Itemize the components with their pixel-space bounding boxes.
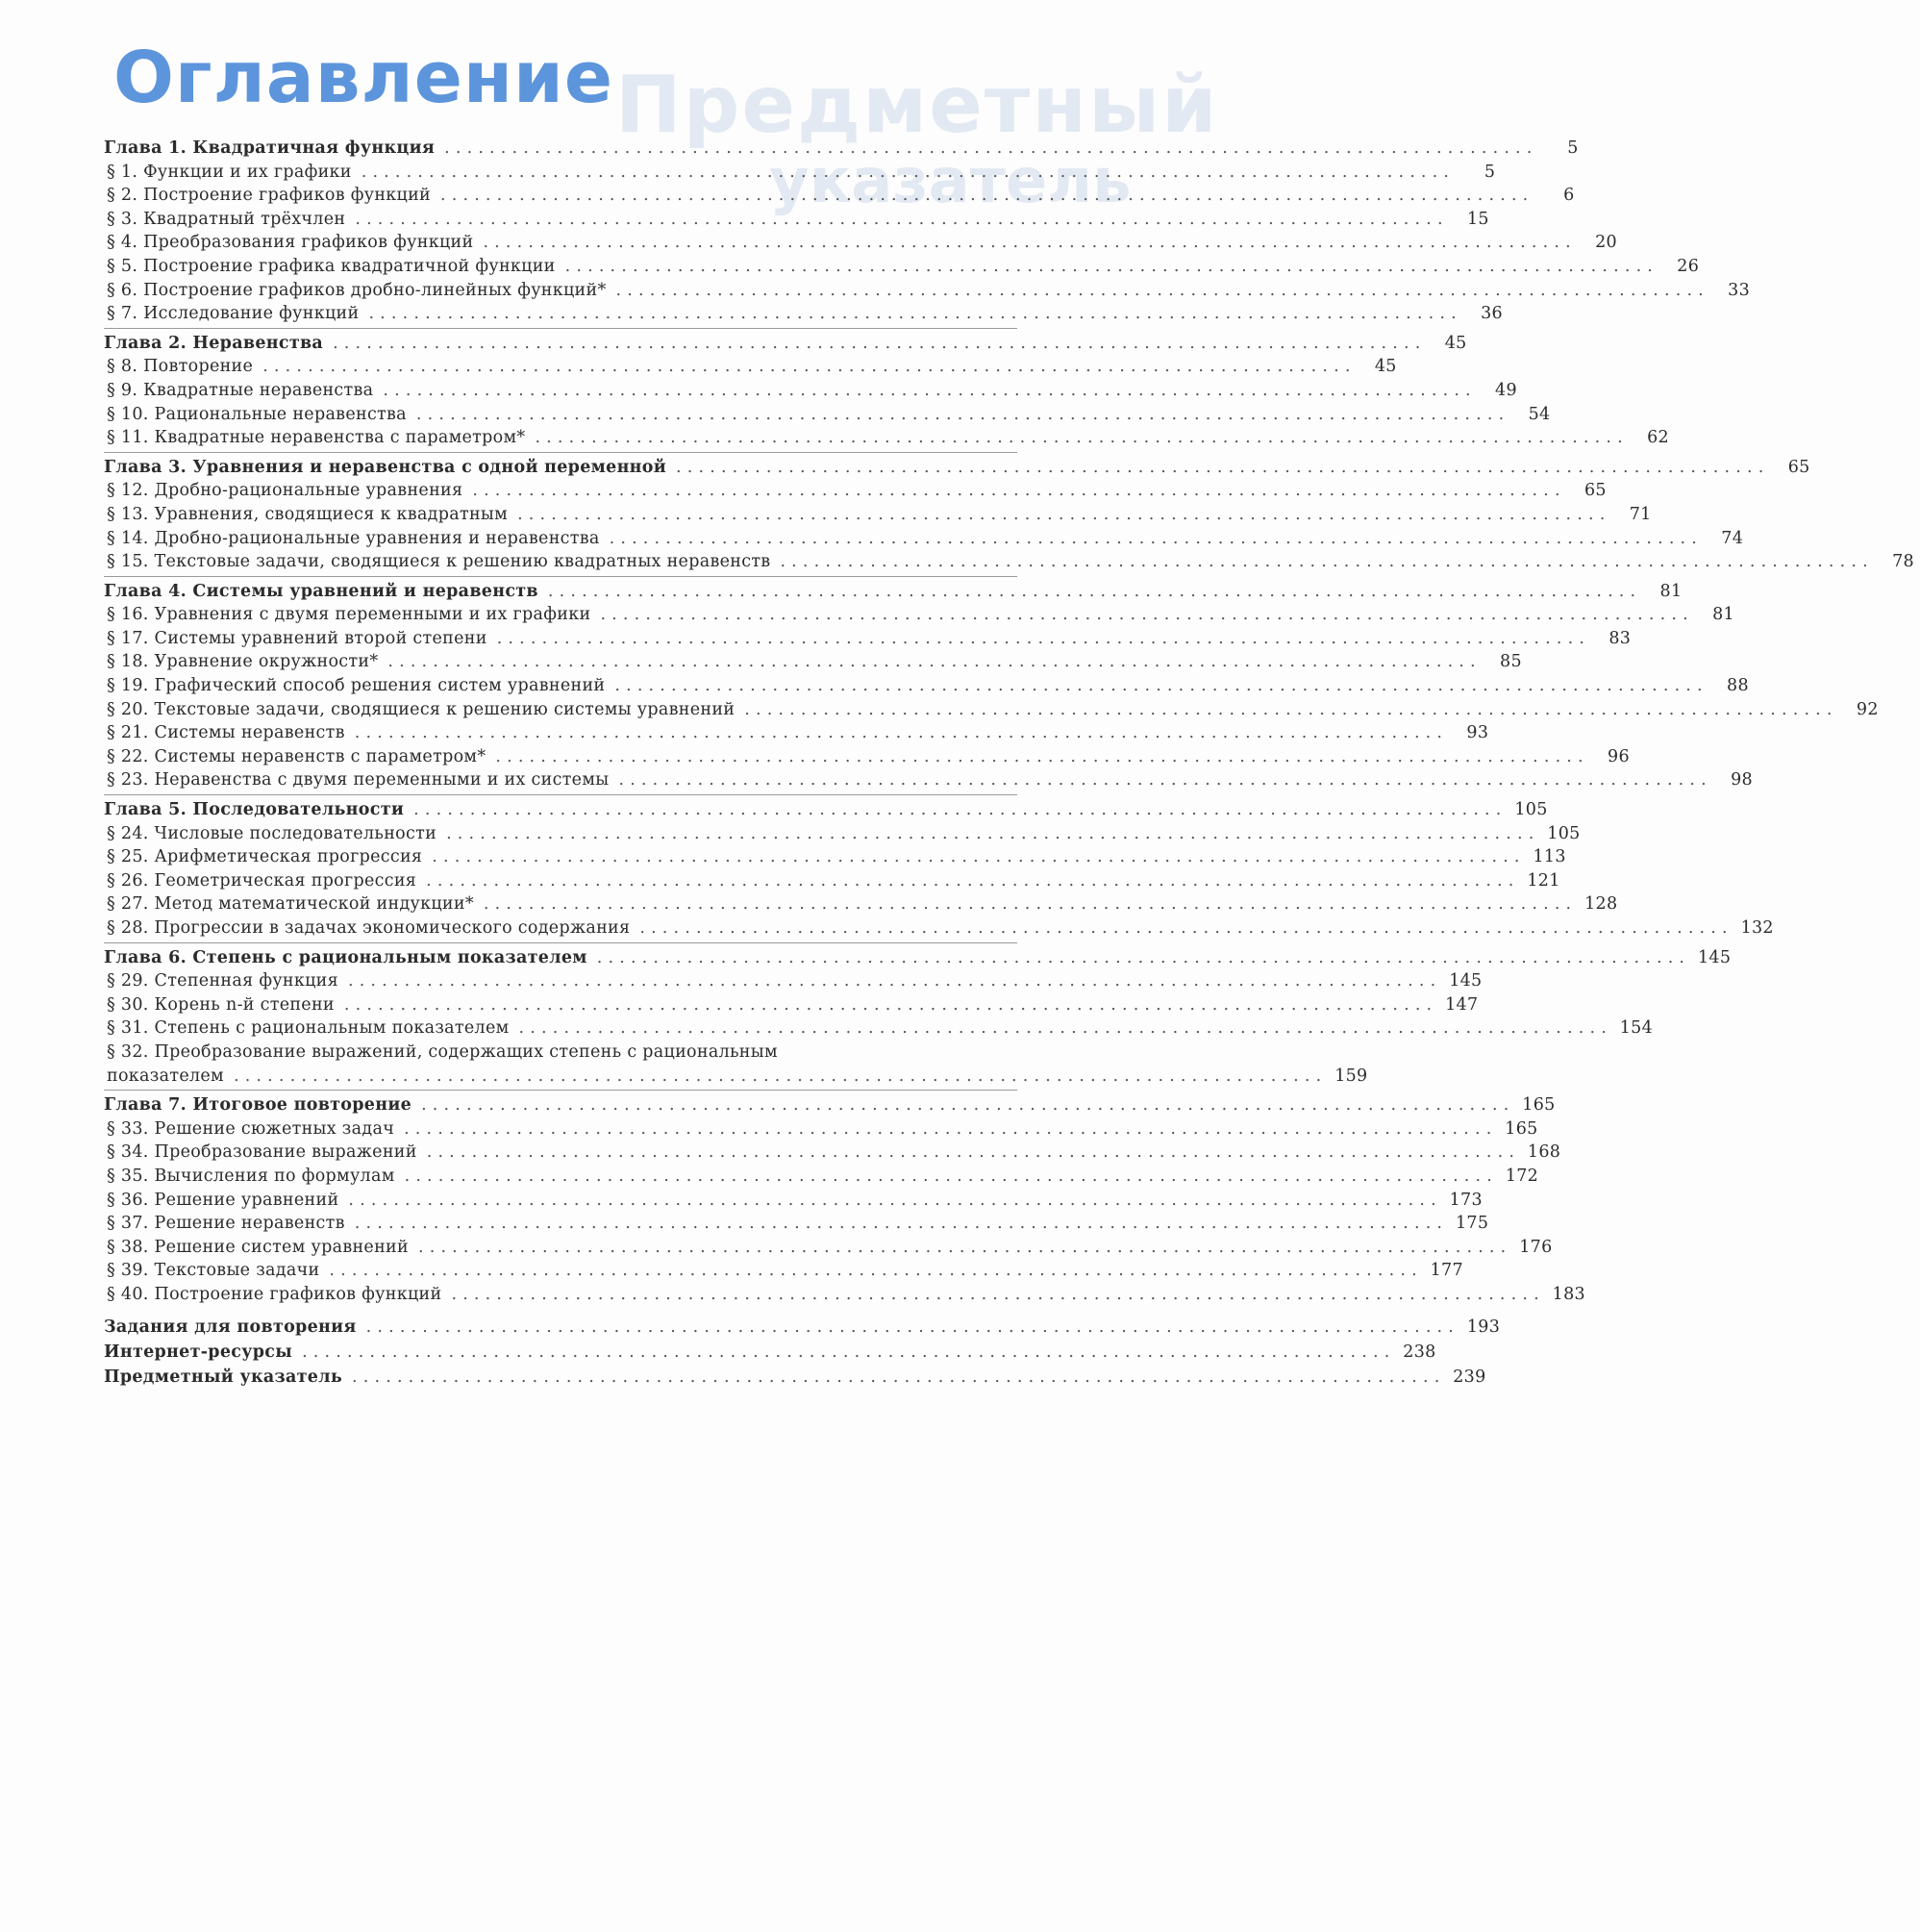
page-number: 193 bbox=[1466, 1317, 1501, 1337]
page-number: 5 bbox=[1484, 162, 1496, 182]
section-title: § 36. Решение уравнений bbox=[107, 1190, 339, 1210]
toc-section-2[interactable] bbox=[104, 184, 1575, 208]
page-number: 165 bbox=[1522, 1095, 1556, 1116]
section-title: § 19. Графический способ решения систем уравнений bbox=[107, 676, 606, 696]
toc-section-27[interactable] bbox=[104, 892, 1618, 916]
toc-section-9[interactable] bbox=[104, 379, 1517, 403]
page-number: 49 bbox=[1495, 380, 1517, 400]
section-title: § 2. Построение графиков функций bbox=[107, 186, 432, 206]
page-number: 113 bbox=[1533, 847, 1566, 867]
page-number: 128 bbox=[1584, 894, 1618, 915]
section-title: § 4. Преобразования графиков функций bbox=[107, 233, 474, 253]
toc-chapter-1[interactable] bbox=[104, 137, 1579, 161]
page-number: 81 bbox=[1659, 581, 1683, 601]
page-number: 20 bbox=[1595, 233, 1617, 253]
toc-section-12[interactable] bbox=[104, 479, 1607, 503]
toc-chapter-3[interactable] bbox=[104, 456, 1810, 480]
section-title: § 20. Текстовые задачи, сводящиеся к решению системы уравнений bbox=[107, 699, 736, 719]
chapter-title: Глава 6. Степень с рациональным показателем bbox=[104, 947, 587, 967]
section-title: § 16. Уравнения с двумя переменными и их графики bbox=[107, 605, 591, 625]
toc-section-19[interactable] bbox=[104, 674, 1749, 698]
section-title: § 22. Системы неравенств с параметром* bbox=[107, 746, 486, 766]
toc-chapter-2[interactable] bbox=[104, 332, 1467, 356]
bleed-through-text: указатель bbox=[769, 146, 1132, 217]
page-number: 62 bbox=[1647, 428, 1669, 448]
toc-section-5[interactable] bbox=[104, 255, 1700, 279]
section-title: § 33. Решение сюжетных задач bbox=[107, 1118, 395, 1139]
page-number: 132 bbox=[1740, 918, 1774, 938]
toc-section-7[interactable] bbox=[104, 302, 1503, 326]
toc-section-1[interactable] bbox=[104, 161, 1496, 185]
section-title: § 28. Прогрессии в задачах экономического содержания bbox=[107, 918, 631, 938]
page-number: 33 bbox=[1728, 280, 1751, 300]
page-number: 5 bbox=[1567, 138, 1579, 158]
toc-section-22[interactable] bbox=[104, 745, 1630, 769]
toc-section-11[interactable] bbox=[104, 426, 1669, 450]
toc-section-28[interactable] bbox=[104, 916, 1774, 941]
chapter-divider bbox=[104, 576, 1017, 577]
toc-section-4[interactable] bbox=[104, 231, 1617, 255]
chapter-title: Глава 1. Квадратичная функция bbox=[104, 138, 436, 158]
chapter-divider bbox=[104, 942, 1017, 943]
page-number: 183 bbox=[1552, 1284, 1585, 1304]
section-title: § 30. Корень n-й степени bbox=[107, 994, 335, 1015]
toc-section-6[interactable] bbox=[104, 279, 1751, 303]
toc-extra-subject-index[interactable] bbox=[104, 1365, 1486, 1390]
section-title: § 32. Преобразование выражений, содержащих степень с рациональным bbox=[107, 1041, 778, 1062]
page-number: 96 bbox=[1608, 746, 1630, 766]
page-number: 154 bbox=[1619, 1018, 1654, 1039]
section-title: § 17. Системы уравнений второй степени bbox=[107, 628, 487, 648]
section-title: § 39. Текстовые задачи bbox=[107, 1261, 320, 1281]
page-number: 147 bbox=[1445, 994, 1479, 1015]
section-title: § 1. Функции и их графики bbox=[107, 162, 352, 182]
section-title: § 12. Дробно-рациональные уравнения bbox=[107, 481, 463, 501]
page-number: 177 bbox=[1430, 1261, 1463, 1281]
toc-section-17[interactable] bbox=[104, 627, 1632, 651]
page-number: 145 bbox=[1449, 971, 1483, 991]
toc-chapter-6[interactable] bbox=[104, 946, 1732, 970]
toc-chapter-7[interactable] bbox=[104, 1093, 1556, 1117]
page-number: 36 bbox=[1481, 304, 1503, 324]
chapter-title: Глава 5. Последовательности bbox=[104, 800, 405, 820]
page-number: 45 bbox=[1444, 333, 1467, 353]
toc-section-3[interactable] bbox=[104, 208, 1489, 232]
section-title: § 27. Метод математической индукции* bbox=[107, 894, 474, 915]
chapter-title: Глава 4. Системы уравнений и неравенств bbox=[104, 581, 538, 601]
page-number: 92 bbox=[1856, 699, 1879, 719]
section-title: § 6. Построение графиков дробно-линейных функций* bbox=[107, 280, 607, 300]
section-title-continuation: показателем bbox=[107, 1066, 224, 1086]
page-number: 88 bbox=[1727, 676, 1749, 696]
page-number: 145 bbox=[1697, 947, 1732, 967]
section-title: § 5. Построение графика квадратичной функции bbox=[107, 256, 556, 276]
toc-section-8[interactable] bbox=[104, 355, 1397, 379]
toc-section-21[interactable] bbox=[104, 721, 1489, 745]
section-title: § 9. Квадратные неравенства bbox=[107, 380, 374, 400]
page-number: 93 bbox=[1466, 723, 1489, 743]
toc-section-30[interactable] bbox=[104, 993, 1479, 1017]
page-number: 45 bbox=[1374, 357, 1397, 377]
section-title: § 18. Уравнение окружности* bbox=[107, 652, 379, 672]
section-title: § 7. Исследование функций bbox=[107, 304, 360, 324]
toc-section-31[interactable] bbox=[104, 1016, 1654, 1041]
page-number: 74 bbox=[1721, 528, 1744, 548]
toc-section-29[interactable] bbox=[104, 969, 1483, 993]
page-number: 71 bbox=[1629, 504, 1652, 524]
page-number: 176 bbox=[1519, 1237, 1553, 1257]
toc-section-32-line1[interactable] bbox=[104, 1041, 1017, 1065]
toc-section-23[interactable] bbox=[104, 768, 1753, 792]
toc-section-14[interactable] bbox=[104, 527, 1744, 551]
page-number: 81 bbox=[1712, 605, 1734, 625]
toc-section-25[interactable] bbox=[104, 845, 1566, 869]
section-title: § 11. Квадратные неравенства с параметром* bbox=[107, 428, 526, 448]
section-title: § 13. Уравнения, сводящиеся к квадратным bbox=[107, 504, 509, 524]
chapter-title: Глава 2. Неравенства bbox=[104, 333, 324, 353]
page-number: 121 bbox=[1527, 870, 1560, 891]
section-title: § 38. Решение систем уравнений bbox=[107, 1237, 409, 1257]
chapter-divider bbox=[104, 794, 1017, 795]
section-title: § 37. Решение неравенств bbox=[107, 1214, 345, 1234]
toc-section-26[interactable] bbox=[104, 869, 1560, 893]
section-title: § 31. Степень с рациональным показателем bbox=[107, 1018, 510, 1039]
section-title: § 25. Арифметическая прогрессия bbox=[107, 847, 423, 867]
chapter-divider bbox=[104, 452, 1017, 453]
page-number: 65 bbox=[1583, 481, 1607, 501]
section-title: § 14. Дробно-рациональные уравнения и неравенства bbox=[107, 528, 600, 548]
toc-section-38[interactable] bbox=[104, 1236, 1553, 1260]
table-of-contents bbox=[104, 137, 1914, 1390]
toc-section-16[interactable] bbox=[104, 603, 1734, 627]
toc-section-10[interactable] bbox=[104, 403, 1551, 427]
toc-section-15[interactable] bbox=[104, 550, 1914, 574]
page-number: 173 bbox=[1449, 1190, 1483, 1210]
page-number: 6 bbox=[1563, 186, 1575, 206]
extra-title: Задания для повторения bbox=[104, 1317, 357, 1337]
section-title: § 24. Числовые последовательности bbox=[107, 823, 437, 843]
page-number: 239 bbox=[1453, 1367, 1486, 1387]
page-number: 172 bbox=[1505, 1166, 1539, 1186]
page-number: 175 bbox=[1455, 1214, 1489, 1234]
toc-section-35[interactable] bbox=[104, 1165, 1539, 1189]
chapter-divider bbox=[104, 1090, 1017, 1091]
extra-title: Предметный указатель bbox=[104, 1367, 343, 1387]
section-title: § 23. Неравенства с двумя переменными и их системы bbox=[107, 770, 610, 790]
page-number: 168 bbox=[1527, 1142, 1561, 1163]
chapter-divider bbox=[104, 328, 1017, 329]
page-number: 65 bbox=[1787, 457, 1810, 477]
toc-section-24[interactable] bbox=[104, 822, 1581, 846]
page-number: 54 bbox=[1528, 404, 1551, 424]
toc-section-37[interactable] bbox=[104, 1212, 1489, 1236]
chapter-title: Глава 3. Уравнения и неравенства с одной переменной bbox=[104, 457, 667, 477]
page-number: 98 bbox=[1731, 770, 1753, 790]
section-title: § 21. Системы неравенств bbox=[107, 723, 345, 743]
toc-chapter-5[interactable] bbox=[104, 798, 1548, 822]
extra-title: Интернет-ресурсы bbox=[104, 1342, 293, 1362]
page-title: Оглавление bbox=[113, 37, 614, 119]
page-number: 105 bbox=[1547, 823, 1581, 843]
bleed-through-text: Предметный bbox=[615, 60, 1219, 151]
page-number: 83 bbox=[1608, 628, 1632, 648]
page-number: 105 bbox=[1514, 800, 1548, 820]
section-title: § 10. Рациональные неравенства bbox=[107, 404, 407, 424]
section-title: § 26. Геометрическая прогрессия bbox=[107, 870, 417, 891]
page-number: 78 bbox=[1892, 552, 1914, 572]
section-title: § 35. Вычисления по формулам bbox=[107, 1166, 395, 1186]
toc-section-33[interactable] bbox=[104, 1117, 1538, 1142]
toc-section-36[interactable] bbox=[104, 1189, 1483, 1213]
page-number: 238 bbox=[1403, 1342, 1436, 1362]
section-title: § 40. Построение графиков функций bbox=[107, 1284, 442, 1304]
page-number: 85 bbox=[1500, 652, 1522, 672]
toc-section-18[interactable] bbox=[104, 650, 1522, 674]
page-number: 15 bbox=[1466, 209, 1489, 229]
section-title: § 3. Квадратный трёхчлен bbox=[107, 209, 346, 229]
toc-section-40[interactable] bbox=[104, 1283, 1585, 1307]
section-title: § 8. Повторение bbox=[107, 357, 254, 377]
page-number: 159 bbox=[1334, 1066, 1368, 1086]
toc-chapter-4[interactable] bbox=[104, 580, 1683, 604]
toc-section-34[interactable] bbox=[104, 1141, 1561, 1165]
page-number: 165 bbox=[1505, 1118, 1538, 1139]
page-number: 26 bbox=[1677, 256, 1700, 276]
section-title: § 29. Степенная функция bbox=[107, 971, 338, 991]
toc-section-13[interactable] bbox=[104, 503, 1652, 527]
toc-section-32[interactable] bbox=[104, 1065, 1368, 1089]
toc-section-20[interactable] bbox=[104, 698, 1879, 722]
toc-section-39[interactable] bbox=[104, 1259, 1463, 1283]
toc-extra-internet-resources[interactable] bbox=[104, 1340, 1436, 1365]
toc-extra-review-tasks[interactable] bbox=[104, 1315, 1501, 1340]
section-title: § 15. Текстовые задачи, сводящиеся к решению квадратных неравенств bbox=[107, 552, 771, 572]
chapter-title: Глава 7. Итоговое повторение bbox=[104, 1095, 412, 1116]
section-title: § 34. Преобразование выражений bbox=[107, 1142, 417, 1163]
